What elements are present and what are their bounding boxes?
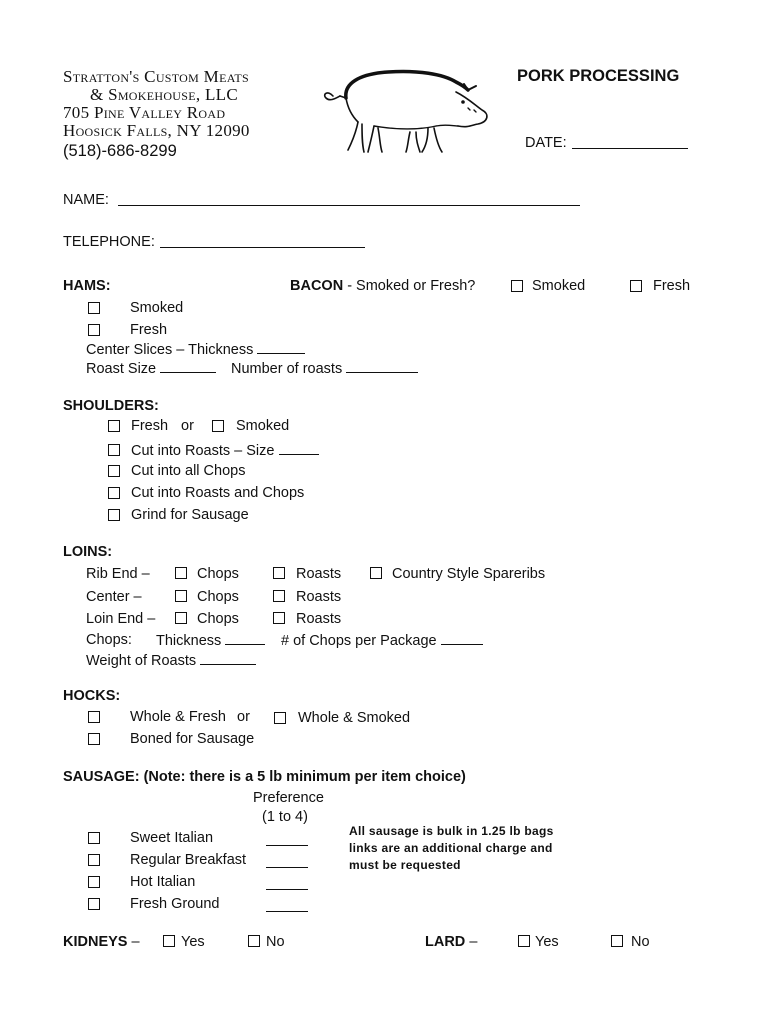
lard-row: [425, 934, 477, 950]
bacon-fresh-checkbox[interactable]: [630, 280, 642, 292]
loin-end-roasts-checkbox[interactable]: [273, 612, 285, 624]
center-roasts-label: Roasts: [296, 589, 342, 605]
regular-breakfast-label: Regular Breakfast: [130, 852, 247, 868]
rib-end-chops-label: Chops: [197, 566, 239, 582]
preference-label: Preference: [253, 790, 324, 806]
sweet-italian-preference-field[interactable]: [266, 845, 308, 846]
number-of-roasts-label: [231, 360, 418, 377]
hocks-or-label: or: [237, 709, 250, 725]
center-chops-label: Chops: [197, 589, 239, 605]
kidneys-row: [63, 934, 140, 950]
telephone-label: TELEPHONE:: [63, 234, 155, 250]
loins-heading: LOINS:: [63, 544, 113, 560]
hocks-whole-smoked-checkbox[interactable]: [274, 712, 286, 724]
company-name: Stratton's Custom Meats: [63, 67, 249, 86]
hams-heading: HAMS:: [63, 278, 111, 294]
roast-size-shoulder-field[interactable]: [279, 442, 319, 455]
bacon-heading: BACON: [290, 278, 344, 294]
kidneys-dash: –: [131, 934, 140, 950]
hams-fresh-label: Fresh: [130, 322, 168, 338]
fresh-ground-preference-field[interactable]: [266, 911, 308, 912]
rib-end-roasts-label: Roasts: [296, 566, 342, 582]
shoulders-heading: SHOULDERS:: [63, 398, 159, 414]
country-style-label: Country Style Spareribs: [392, 566, 546, 582]
kidneys-heading: KIDNEYS: [63, 934, 128, 950]
hot-italian-checkbox[interactable]: [88, 876, 100, 888]
fresh-ground-label: Fresh Ground: [130, 896, 220, 912]
company-name-2: & Smokehouse, LLC: [90, 85, 238, 104]
roast-size-label: [86, 360, 216, 377]
shoulders-grind-label: Grind for Sausage: [131, 507, 249, 523]
center-slices-field[interactable]: [257, 341, 305, 354]
regular-breakfast-checkbox[interactable]: [88, 854, 100, 866]
kidneys-no-checkbox[interactable]: [248, 935, 260, 947]
shoulders-fresh-checkbox[interactable]: [108, 420, 120, 432]
bacon-question-text: - Smoked or Fresh?: [343, 278, 476, 294]
hams-smoked-checkbox[interactable]: [88, 302, 100, 314]
sausage-note: [349, 823, 554, 874]
company-phone: (518)-686-8299: [63, 142, 177, 160]
kidneys-yes-label: Yes: [181, 934, 205, 950]
telephone-field[interactable]: [160, 247, 365, 248]
shoulders-roasts-chops-label: Cut into Roasts and Chops: [131, 485, 305, 501]
sausage-note-line-3: must be requested: [349, 858, 461, 872]
rib-end-chops-checkbox[interactable]: [175, 567, 187, 579]
preference-range-label: (1 to 4): [262, 809, 308, 825]
sausage-note-line-2: links are an additional charge and: [349, 841, 553, 855]
bacon-smoked-checkbox[interactable]: [511, 280, 523, 292]
sweet-italian-checkbox[interactable]: [88, 832, 100, 844]
hocks-whole-fresh-label: Whole & Fresh: [130, 709, 226, 725]
hocks-whole-fresh-checkbox[interactable]: [88, 711, 100, 723]
weight-of-roasts-text: Weight of Roasts: [86, 653, 197, 669]
name-field[interactable]: [118, 205, 580, 206]
lard-heading: LARD: [425, 934, 466, 950]
shoulders-chops-checkbox[interactable]: [108, 465, 120, 477]
center-label: Center –: [86, 589, 142, 605]
chops-thickness-label: [156, 632, 265, 649]
bacon-question: [290, 278, 475, 294]
street-address: 705 Pine Valley Road: [63, 103, 226, 122]
shoulders-grind-checkbox[interactable]: [108, 509, 120, 521]
shoulders-fresh-label: Fresh: [131, 418, 169, 434]
shoulders-smoked-label: Smoked: [236, 418, 290, 434]
chops-thickness-text: Thickness: [156, 633, 222, 649]
hocks-boned-checkbox[interactable]: [88, 733, 100, 745]
sausage-heading: SAUSAGE: (Note: there is a 5 lb minimum per item choice): [63, 769, 466, 785]
number-of-roasts-text: Number of roasts: [231, 361, 343, 377]
center-slices-text: Center Slices – Thickness: [86, 342, 254, 358]
hams-smoked-label: Smoked: [130, 300, 184, 316]
shoulders-smoked-checkbox[interactable]: [212, 420, 224, 432]
bacon-smoked-label: Smoked: [532, 278, 586, 294]
chops-per-package-text: # of Chops per Package: [281, 633, 437, 649]
date-field[interactable]: [572, 148, 688, 149]
lard-no-label: No: [631, 934, 650, 950]
lard-yes-checkbox[interactable]: [518, 935, 530, 947]
number-of-roasts-field[interactable]: [346, 360, 418, 373]
chops-per-package-label: [281, 632, 483, 649]
shoulders-roasts-checkbox[interactable]: [108, 444, 120, 456]
date-label: DATE:: [525, 135, 567, 151]
center-chops-checkbox[interactable]: [175, 590, 187, 602]
hams-fresh-checkbox[interactable]: [88, 324, 100, 336]
center-slices-label: [86, 341, 305, 358]
shoulders-roasts-label: [131, 442, 319, 459]
country-style-checkbox[interactable]: [370, 567, 382, 579]
lard-no-checkbox[interactable]: [611, 935, 623, 947]
weight-of-roasts-label: [86, 652, 256, 669]
shoulders-roasts-text: Cut into Roasts – Size: [131, 443, 275, 459]
loin-end-label: Loin End –: [86, 611, 156, 627]
form-title: PORK PROCESSING: [517, 67, 680, 85]
rib-end-roasts-checkbox[interactable]: [273, 567, 285, 579]
loin-end-chops-label: Chops: [197, 611, 239, 627]
kidneys-no-label: No: [266, 934, 285, 950]
city-address: Hoosick Falls, NY 12090: [63, 121, 250, 140]
chops-label: Chops:: [86, 632, 132, 648]
hot-italian-preference-field[interactable]: [266, 889, 308, 890]
rib-end-label: Rib End –: [86, 566, 150, 582]
hocks-whole-smoked-label: Whole & Smoked: [298, 710, 411, 726]
pig-icon: [318, 66, 493, 158]
hot-italian-label: Hot Italian: [130, 874, 196, 890]
bacon-fresh-label: Fresh: [653, 278, 691, 294]
fresh-ground-checkbox[interactable]: [88, 898, 100, 910]
name-label: NAME:: [63, 192, 109, 208]
shoulders-roasts-chops-checkbox[interactable]: [108, 487, 120, 499]
lard-yes-label: Yes: [535, 934, 559, 950]
hocks-heading: HOCKS:: [63, 688, 121, 704]
shoulders-chops-label: Cut into all Chops: [131, 463, 246, 479]
lard-dash: –: [469, 934, 478, 950]
center-roasts-checkbox[interactable]: [273, 590, 285, 602]
kidneys-yes-checkbox[interactable]: [163, 935, 175, 947]
sausage-note-line-1: All sausage is bulk in 1.25 lb bags: [349, 824, 554, 838]
chops-thickness-field[interactable]: [225, 632, 265, 645]
chops-per-package-field[interactable]: [441, 632, 483, 645]
roast-size-field[interactable]: [160, 360, 216, 373]
roast-size-text: Roast Size: [86, 361, 157, 377]
sweet-italian-label: Sweet Italian: [130, 830, 214, 846]
shoulders-or-label: or: [181, 418, 194, 434]
hocks-boned-label: Boned for Sausage: [130, 731, 255, 747]
loin-end-chops-checkbox[interactable]: [175, 612, 187, 624]
loin-end-roasts-label: Roasts: [296, 611, 342, 627]
weight-of-roasts-field[interactable]: [200, 652, 256, 665]
regular-breakfast-preference-field[interactable]: [266, 867, 308, 868]
